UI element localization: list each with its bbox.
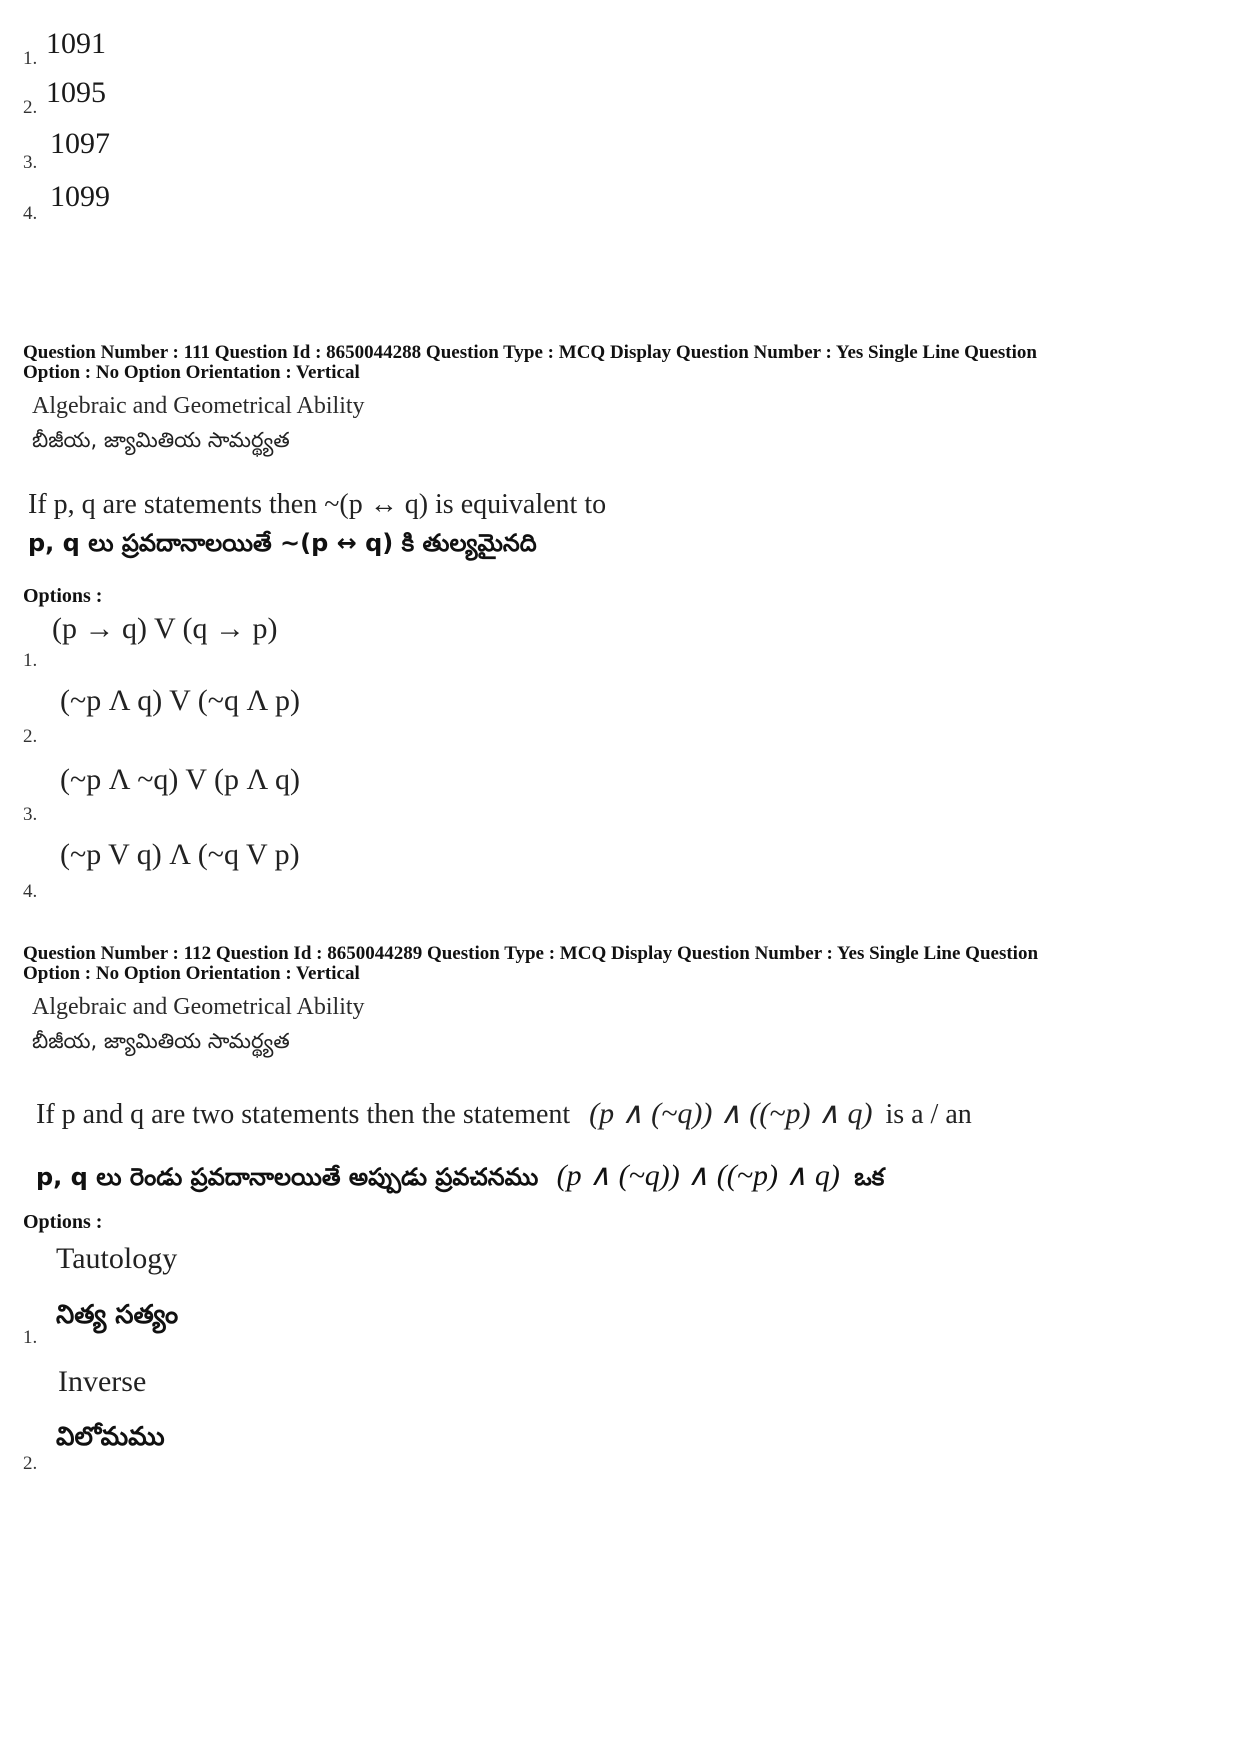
question-text-english bbox=[36, 1096, 972, 1131]
options-label: Options : bbox=[23, 585, 103, 607]
question-meta-line1: Question Number : 111 Question Id : 8650044288 Question Type : MCQ Display Question Number : Yes Single Line Question bbox=[23, 342, 1037, 363]
question-formula: (p ∧ (~q)) ∧ ((~p) ∧ q) bbox=[589, 1097, 873, 1130]
option-value: 1091 bbox=[46, 27, 106, 60]
question-formula: (p ∧ (~q)) ∧ ((~p) ∧ q) bbox=[556, 1159, 840, 1192]
option-value: 1095 bbox=[46, 76, 106, 109]
option-formula: (~p V q) Λ (~q V p) bbox=[60, 838, 300, 871]
option-number: 2. bbox=[23, 726, 38, 747]
question-text: If p and q are two statements then the statement bbox=[36, 1099, 571, 1130]
question-meta-line2: Option : No Option Orientation : Vertical bbox=[23, 963, 360, 984]
question-tail: is a / an bbox=[885, 1099, 972, 1130]
section-title-english: Algebraic and Geometrical Ability bbox=[32, 393, 365, 419]
option-formula: (p → q) V (q → p) bbox=[52, 612, 278, 645]
question-text-telugu: p, q లు ప్రవదానాలయితే ~(p ↔ q) కి తుల్యమైనది bbox=[28, 529, 537, 557]
option-value: 1097 bbox=[50, 127, 110, 160]
option-number: 1. bbox=[23, 650, 38, 671]
section-title-telugu: బీజీయ, జ్యామితియ సామర్థ్యత bbox=[32, 428, 290, 452]
section-title-english: Algebraic and Geometrical Ability bbox=[32, 994, 365, 1020]
option-number: 1. bbox=[23, 48, 38, 69]
option-number: 4. bbox=[23, 881, 38, 902]
option-text-telugu: నిత్య సత్యం bbox=[56, 1300, 179, 1330]
question-meta-line2: Option : No Option Orientation : Vertical bbox=[23, 362, 360, 383]
section-title-telugu: బీజీయ, జ్యామితియ సామర్థ్యత bbox=[32, 1029, 290, 1053]
question-text: p, q లు రెండు ప్రవదానాలయితే అప్పుడు ప్రవచనము bbox=[36, 1163, 539, 1191]
option-number: 1. bbox=[23, 1327, 38, 1348]
option-number: 4. bbox=[23, 203, 38, 224]
option-formula: (~p Λ q) V (~q Λ p) bbox=[60, 684, 300, 717]
option-number: 2. bbox=[23, 1453, 38, 1474]
option-formula: (~p Λ ~q) V (p Λ q) bbox=[60, 763, 300, 796]
option-text-english: Inverse bbox=[58, 1365, 147, 1398]
option-text-english: Tautology bbox=[56, 1242, 178, 1275]
option-number: 3. bbox=[23, 804, 38, 825]
option-text-telugu: విలోమము bbox=[56, 1422, 165, 1452]
option-value: 1099 bbox=[50, 180, 110, 213]
question-tail: ఒక bbox=[854, 1163, 885, 1191]
options-label: Options : bbox=[23, 1211, 103, 1233]
option-number: 3. bbox=[23, 152, 38, 173]
question-meta-line1: Question Number : 112 Question Id : 8650044289 Question Type : MCQ Display Question Number : Yes Single Line Question bbox=[23, 943, 1039, 964]
question-text-english: If p, q are statements then ~(p ↔ q) is equivalent to bbox=[28, 489, 607, 520]
question-text-telugu bbox=[36, 1158, 884, 1197]
option-number: 2. bbox=[23, 97, 38, 118]
